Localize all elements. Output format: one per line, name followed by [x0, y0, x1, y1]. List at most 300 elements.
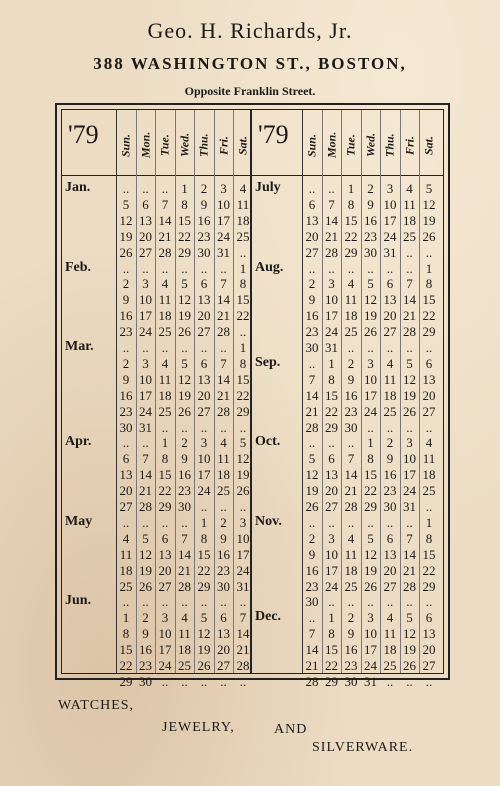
day-cell: 17 [158, 642, 172, 658]
day-cell: 12 [178, 371, 191, 387]
day-cell: 15 [422, 546, 436, 562]
day-cell: 9 [386, 451, 394, 467]
day-cell: 7 [239, 610, 247, 626]
day-cell: 20 [383, 562, 397, 578]
day-cell: .. [181, 514, 188, 530]
day-cell: .. [425, 340, 433, 355]
day-cell: 4 [347, 530, 355, 546]
month-label: Nov. [255, 513, 282, 529]
day-cell: 19 [364, 562, 377, 578]
day-cell: 24 [325, 578, 338, 594]
day-cell: .. [328, 181, 335, 196]
day-cell: 30 [383, 499, 397, 514]
day-cell: 20 [217, 642, 230, 658]
day-cell: 27 [422, 658, 436, 673]
day-cell: 7 [181, 530, 188, 546]
day-cell: 8 [239, 355, 247, 371]
day-cell: .. [347, 260, 355, 276]
day-cell: 4 [386, 355, 394, 371]
day-cell: 2 [220, 514, 227, 530]
day-cell: 23 [197, 228, 211, 244]
day-cell: .. [122, 514, 130, 530]
day-cell: .. [308, 260, 316, 276]
day-cell: .. [239, 499, 247, 514]
day-cell: 28 [139, 499, 152, 514]
day-cell: .. [181, 260, 188, 276]
day-cell: 11 [178, 626, 191, 642]
day-cell: 2 [200, 181, 208, 196]
day-cell: 9 [347, 626, 355, 642]
day-cell: 27 [383, 324, 397, 340]
day-cell: .. [347, 435, 355, 451]
day-cell: 28 [403, 324, 416, 340]
day-cell: 25 [236, 228, 250, 244]
day-cell: 12 [305, 467, 319, 483]
day-cell: 22 [178, 228, 191, 244]
day-cell: 28 [217, 324, 230, 340]
day-cell: 16 [119, 387, 133, 403]
day-cell: 4 [122, 530, 130, 546]
day-cell: 20 [139, 228, 152, 244]
day-cell: 6 [142, 196, 149, 212]
day-cell: 24 [158, 658, 172, 673]
day-cell: .. [220, 340, 227, 355]
day-cell: 14 [403, 546, 416, 562]
day-cell: 23 [139, 658, 152, 673]
day-cell: .. [328, 514, 335, 530]
month-label: Apr. [65, 434, 92, 450]
day-cell: 27 [383, 578, 397, 594]
day-cell: 24 [139, 324, 152, 340]
day-cell: 21 [305, 658, 319, 673]
day-cell: 25 [217, 483, 230, 499]
day-cell: 15 [158, 467, 172, 483]
day-cell: 13 [422, 371, 436, 387]
day-cell: 29 [325, 419, 338, 435]
day-cell: 11 [158, 371, 172, 387]
day-cell: 19 [403, 642, 416, 658]
day-cell: 11 [158, 292, 172, 308]
day-cell: 17 [236, 546, 250, 562]
day-cell: 27 [158, 578, 172, 594]
day-cell: 14 [217, 292, 230, 308]
day-cell: 22 [422, 562, 436, 578]
day-cell: 30 [139, 673, 152, 689]
day-cell: .. [406, 244, 413, 260]
day-cell: .. [406, 514, 413, 530]
day-cell: .. [308, 514, 316, 530]
day-cell: 15 [364, 467, 377, 483]
day-cell: 29 [197, 578, 211, 594]
day-cell: 24 [236, 562, 250, 578]
day-cell: 26 [422, 228, 436, 244]
day-cell: 3 [367, 355, 374, 371]
day-cell: 5 [308, 451, 316, 467]
day-cell: 13 [383, 292, 397, 308]
day-cell: .. [200, 499, 208, 514]
day-header: Sun. [118, 133, 133, 157]
day-cell: 1 [425, 260, 433, 276]
day-cell: 27 [325, 499, 338, 514]
day-cell: 24 [364, 403, 377, 419]
month-label: Sep. [255, 354, 281, 370]
day-cell: 29 [422, 578, 436, 594]
month-label: Feb. [65, 259, 92, 275]
day-cell: 2 [347, 610, 355, 626]
day-cell: 27 [305, 244, 319, 260]
day-cell: .. [200, 260, 208, 276]
day-cell: 19 [364, 308, 377, 324]
day-cell: 17 [139, 387, 152, 403]
month-label: Jan. [65, 180, 91, 195]
day-cell: 17 [403, 467, 416, 483]
day-cell: 18 [383, 642, 397, 658]
day-cell: 5 [181, 276, 188, 292]
day-cell: 4 [239, 181, 247, 196]
day-cell: .. [220, 673, 227, 689]
day-cell: 30 [217, 578, 230, 594]
day-cell: 11 [422, 451, 436, 467]
day-cell: 31 [217, 244, 230, 260]
day-cell: 7 [308, 371, 316, 387]
day-cell: .. [425, 499, 433, 514]
day-cell: 31 [139, 419, 152, 435]
day-cell: .. [161, 419, 169, 435]
day-cell: .. [386, 260, 394, 276]
day-cell: 3 [239, 514, 247, 530]
day-cell: 9 [367, 196, 374, 212]
day-cell: 28 [217, 403, 230, 419]
day-cell: 13 [119, 467, 133, 483]
day-header: Tue. [157, 134, 172, 156]
day-cell: 5 [367, 530, 374, 546]
day-cell: 27 [197, 403, 211, 419]
day-cell: .. [161, 673, 169, 689]
day-cell: .. [406, 673, 413, 689]
day-cell: .. [142, 260, 149, 276]
day-cell: 13 [325, 467, 338, 483]
day-cell: 22 [197, 562, 211, 578]
day-cell: .. [239, 324, 247, 340]
day-cell: .. [328, 260, 335, 276]
day-cell: 5 [122, 196, 130, 212]
day-cell: .. [308, 435, 316, 451]
day-cell: 26 [364, 324, 377, 340]
day-cell: 19 [305, 483, 319, 499]
day-cell: 11 [383, 626, 397, 642]
day-cell: 2 [122, 276, 130, 292]
day-cell: 20 [197, 308, 211, 324]
day-cell: 4 [161, 355, 169, 371]
day-cell: 3 [220, 181, 227, 196]
day-cell: .. [142, 514, 149, 530]
day-cell: .. [367, 594, 374, 610]
day-cell: 14 [178, 546, 191, 562]
day-cell: 28 [305, 419, 319, 435]
day-cell: 3 [161, 610, 169, 626]
day-cell: 21 [403, 308, 416, 324]
day-cell: 3 [142, 355, 149, 371]
day-cell: .. [200, 594, 208, 610]
day-cell: 12 [119, 212, 133, 228]
day-cell: 3 [142, 276, 149, 292]
day-cell: 11 [217, 451, 230, 467]
day-cell: 22 [325, 403, 338, 419]
day-cell: 10 [139, 292, 152, 308]
day-cell: 16 [364, 212, 377, 228]
day-cell: 29 [344, 244, 358, 260]
day-cell: 7 [161, 196, 169, 212]
day-header: Tue. [343, 134, 358, 156]
day-cell: 18 [403, 212, 416, 228]
day-cell: 29 [364, 499, 377, 514]
day-cell: .. [386, 419, 394, 435]
day-cell: 9 [308, 546, 316, 562]
day-cell: 23 [217, 562, 230, 578]
day-cell: 26 [178, 324, 191, 340]
day-cell: 24 [197, 483, 211, 499]
day-cell: 24 [364, 658, 377, 673]
day-cell: 29 [422, 324, 436, 340]
day-cell: 6 [386, 276, 394, 292]
day-cell: 12 [422, 196, 436, 212]
day-cell: 7 [406, 276, 413, 292]
day-cell: 9 [181, 451, 188, 467]
day-cell: 21 [236, 642, 250, 658]
day-cell: 23 [305, 578, 319, 594]
day-cell: .. [161, 260, 169, 276]
day-cell: 2 [386, 435, 394, 451]
day-cell: 9 [220, 530, 227, 546]
day-cell: 6 [425, 355, 433, 371]
day-cell: 16 [178, 467, 191, 483]
day-cell: 12 [178, 292, 191, 308]
day-cell: 27 [139, 244, 152, 260]
day-cell: 15 [197, 546, 211, 562]
day-cell: .. [220, 499, 227, 514]
day-cell: .. [122, 340, 130, 355]
day-cell: 22 [158, 483, 172, 499]
day-cell: .. [220, 594, 227, 610]
day-cell: .. [161, 594, 169, 610]
merchant-name: Geo. H. Richards, Jr. [147, 18, 353, 43]
header-divider [62, 175, 443, 176]
day-cell: 20 [119, 483, 133, 499]
day-cell: 25 [158, 403, 172, 419]
day-cell: 22 [344, 228, 358, 244]
day-cell: .. [425, 244, 433, 260]
day-cell: 10 [197, 451, 211, 467]
day-cell: 12 [236, 451, 250, 467]
day-cell: 17 [364, 642, 377, 658]
day-cell: 16 [305, 562, 319, 578]
day-cell: 2 [347, 355, 355, 371]
day-cell: 22 [325, 658, 338, 673]
day-cell: 11 [383, 371, 397, 387]
day-cell: .. [347, 594, 355, 610]
day-cell: 9 [142, 626, 149, 642]
day-cell: .. [328, 435, 335, 451]
day-cell: 19 [178, 308, 191, 324]
day-cell: .. [142, 594, 149, 610]
day-cell: 14 [305, 642, 319, 658]
day-cell: .. [406, 594, 413, 610]
day-cell: 19 [197, 642, 211, 658]
day-cell: .. [367, 514, 374, 530]
day-cell: .. [386, 340, 394, 355]
day-cell: 21 [178, 562, 191, 578]
day-cell: .. [220, 260, 227, 276]
day-cell: 11 [403, 196, 416, 212]
day-cell: 9 [347, 371, 355, 387]
day-cell: 29 [158, 499, 172, 514]
day-cell: 3 [406, 435, 413, 451]
day-cell: 29 [325, 673, 338, 689]
day-cell: .. [347, 340, 355, 355]
day-cell: 3 [200, 435, 208, 451]
day-cell: 18 [178, 642, 191, 658]
day-cell: 1 [328, 610, 335, 626]
calendar-frame [55, 103, 450, 689]
day-cell: 10 [236, 530, 250, 546]
day-cell: 26 [139, 578, 152, 594]
day-cell: 26 [403, 403, 416, 419]
day-cell: 15 [119, 642, 133, 658]
day-cell: 21 [403, 562, 416, 578]
day-cell: 29 [236, 403, 250, 419]
day-cell: .. [425, 594, 433, 610]
day-cell: .. [142, 181, 149, 196]
day-cell: .. [239, 673, 247, 689]
day-cell: .. [161, 514, 169, 530]
day-cell: 14 [305, 387, 319, 403]
day-cell: 11 [119, 546, 133, 562]
day-cell: 4 [386, 610, 394, 626]
day-cell: 15 [344, 212, 358, 228]
day-cell: 20 [197, 387, 211, 403]
day-cell: 26 [364, 578, 377, 594]
day-cell: 26 [197, 658, 211, 673]
day-cell: 4 [161, 276, 169, 292]
day-cell: 23 [344, 403, 358, 419]
day-cell: 2 [122, 355, 130, 371]
day-cell: 28 [158, 244, 172, 260]
day-cell: 25 [422, 483, 436, 499]
day-cell: 23 [364, 228, 377, 244]
day-cell: 16 [344, 387, 358, 403]
day-cell: 19 [403, 387, 416, 403]
address-note: Opposite Franklin Street. [184, 84, 316, 98]
day-cell: 6 [328, 451, 335, 467]
day-cell: 18 [422, 467, 436, 483]
day-cell: 28 [305, 673, 319, 689]
day-cell: 1 [200, 514, 208, 530]
day-cell: 12 [139, 546, 152, 562]
day-cell: 21 [325, 228, 338, 244]
day-cell: 13 [383, 546, 397, 562]
day-cell: 12 [197, 626, 211, 642]
day-cell: 14 [217, 371, 230, 387]
day-cell: 14 [236, 626, 250, 642]
day-cell: 28 [178, 578, 191, 594]
day-cell: 26 [403, 658, 416, 673]
footer-watches: WATCHES, [58, 698, 135, 713]
day-cell: 14 [325, 212, 338, 228]
day-cell: 16 [197, 212, 211, 228]
day-cell: 29 [119, 673, 133, 689]
day-cell: 10 [158, 626, 172, 642]
day-cell: 30 [344, 673, 358, 689]
day-cell: .. [425, 419, 433, 435]
day-cell: 21 [217, 387, 230, 403]
day-cell: 27 [119, 499, 133, 514]
day-cell: 13 [197, 371, 211, 387]
day-cell: 19 [422, 212, 436, 228]
day-cell: 27 [217, 658, 230, 673]
day-cell: 13 [305, 212, 319, 228]
calendar-grid [61, 109, 444, 689]
day-cell: 1 [347, 181, 355, 196]
day-cell: 16 [217, 546, 230, 562]
day-cell: 6 [200, 355, 208, 371]
day-cell: 21 [305, 403, 319, 419]
day-cell: 10 [383, 196, 397, 212]
day-cell: .. [122, 260, 130, 276]
day-cell: 25 [383, 658, 397, 673]
day-cell: 12 [403, 626, 416, 642]
day-cell: 8 [161, 451, 169, 467]
day-cell: .. [239, 244, 247, 260]
day-header: Fri. [216, 135, 230, 155]
day-cell: 13 [139, 212, 152, 228]
day-cell: 8 [425, 530, 433, 546]
month-label: Dec. [255, 609, 282, 625]
day-cell: 26 [305, 499, 319, 514]
day-cell: 18 [158, 387, 172, 403]
day-cell: 2 [308, 276, 316, 292]
day-cell: 8 [328, 371, 335, 387]
day-cell: 10 [364, 371, 377, 387]
day-cell: .. [181, 340, 188, 355]
day-cell: 30 [178, 499, 191, 514]
day-cell: 8 [181, 196, 188, 212]
day-cell: 17 [217, 212, 230, 228]
day-cell: 25 [178, 658, 191, 673]
day-cell: 1 [425, 514, 433, 530]
day-cell: 4 [220, 435, 227, 451]
day-cell: 24 [325, 324, 338, 340]
day-cell: .. [181, 594, 188, 610]
day-cell: 28 [236, 658, 250, 673]
day-cell: 25 [158, 324, 172, 340]
day-cell: 24 [403, 483, 416, 499]
day-cell: 6 [200, 276, 208, 292]
day-cell: 1 [181, 181, 188, 196]
day-header: Sat. [235, 135, 250, 155]
day-cell: 20 [422, 387, 436, 403]
day-cell: 17 [383, 212, 397, 228]
day-header: Wed. [177, 132, 191, 158]
footer-jewelry: JEWELRY, [162, 720, 235, 735]
day-cell: 9 [200, 196, 208, 212]
day-cell: 21 [217, 308, 230, 324]
day-cell: .. [308, 355, 316, 371]
day-cell: 9 [122, 292, 130, 308]
day-cell: 9 [308, 292, 316, 308]
day-cell: 8 [200, 530, 208, 546]
day-cell: .. [328, 594, 335, 610]
day-cell: 16 [119, 308, 133, 324]
